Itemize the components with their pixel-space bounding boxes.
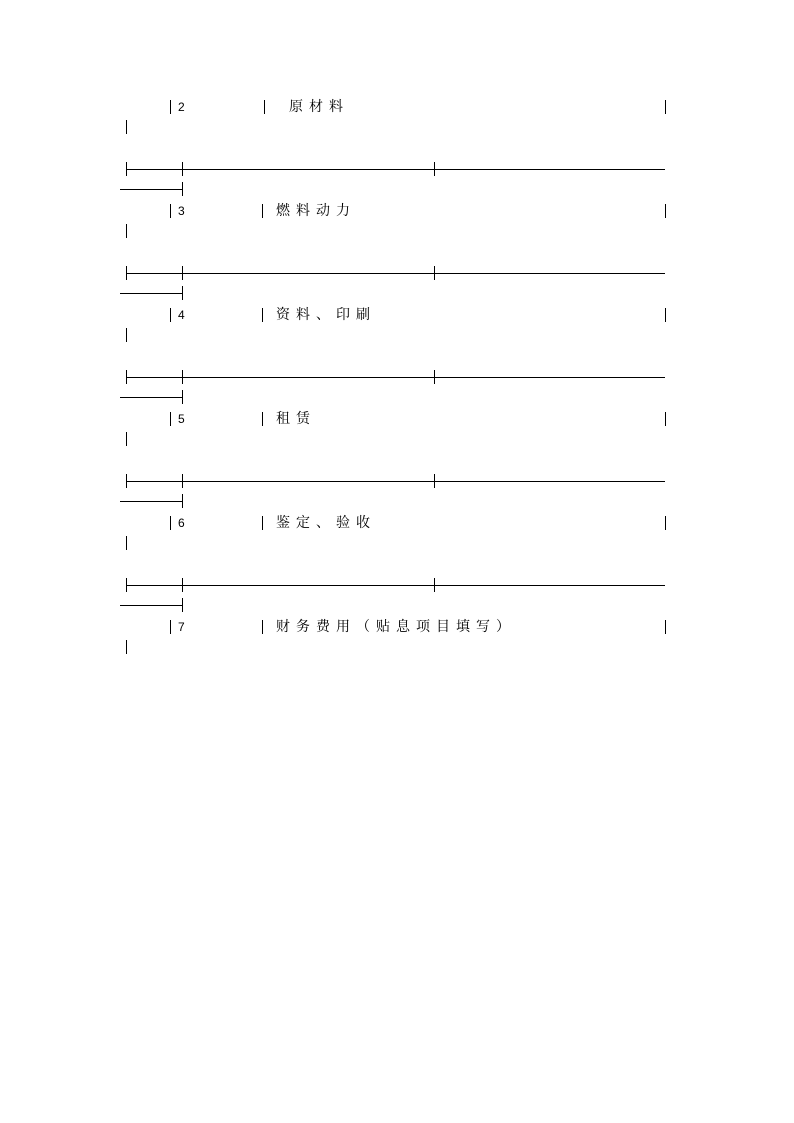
row-wrap-border bbox=[126, 536, 127, 550]
row-right-border bbox=[665, 204, 666, 218]
divider-wrap-line bbox=[120, 605, 182, 606]
divider-line bbox=[127, 273, 665, 274]
column-separator bbox=[262, 412, 263, 426]
row-label: 鉴定、验收 bbox=[276, 515, 376, 531]
row-wrap-border bbox=[126, 640, 127, 654]
divider-wrap-end bbox=[182, 286, 183, 300]
divider-wrap-end bbox=[182, 494, 183, 508]
row-label: 原材料 bbox=[289, 99, 349, 115]
row-wrap-border bbox=[126, 432, 127, 446]
column-separator bbox=[262, 516, 263, 530]
row-number: 2 bbox=[178, 100, 185, 114]
divider-wrap-line bbox=[120, 293, 182, 294]
divider-wrap-end bbox=[182, 598, 183, 612]
row-left-border bbox=[170, 308, 171, 322]
divider-cross bbox=[182, 474, 183, 488]
column-separator bbox=[264, 100, 265, 114]
divider-cross bbox=[434, 578, 435, 592]
divider-cross bbox=[434, 370, 435, 384]
divider-line bbox=[127, 169, 665, 170]
row-number: 6 bbox=[178, 516, 185, 530]
divider-cross bbox=[434, 162, 435, 176]
row-number: 5 bbox=[178, 412, 185, 426]
row-left-border bbox=[170, 204, 171, 218]
row-number: 4 bbox=[178, 308, 185, 322]
divider-cross bbox=[182, 162, 183, 176]
divider-cross bbox=[182, 370, 183, 384]
row-wrap-border bbox=[126, 224, 127, 238]
row-right-border bbox=[665, 620, 666, 634]
row-number: 3 bbox=[178, 204, 185, 218]
row-number: 7 bbox=[178, 620, 185, 634]
row-right-border bbox=[665, 308, 666, 322]
divider-line bbox=[127, 377, 665, 378]
row-right-border bbox=[665, 516, 666, 530]
row-right-border bbox=[665, 412, 666, 426]
column-separator bbox=[262, 204, 263, 218]
row-left-border bbox=[170, 516, 171, 530]
row-wrap-border bbox=[126, 120, 127, 134]
row-left-border bbox=[170, 100, 171, 114]
divider-cross bbox=[182, 266, 183, 280]
divider-wrap-line bbox=[120, 189, 182, 190]
divider-line bbox=[127, 481, 665, 482]
row-label: 燃料动力 bbox=[276, 203, 356, 219]
divider-wrap-line bbox=[120, 397, 182, 398]
row-right-border bbox=[665, 100, 666, 114]
row-left-border bbox=[170, 412, 171, 426]
divider-wrap-end bbox=[182, 182, 183, 196]
row-label: 资料、印刷 bbox=[276, 307, 376, 323]
divider-cross bbox=[434, 474, 435, 488]
divider-line bbox=[127, 585, 665, 586]
row-left-border bbox=[170, 620, 171, 634]
divider-wrap-line bbox=[120, 501, 182, 502]
column-separator bbox=[262, 620, 263, 634]
divider-wrap-end bbox=[182, 390, 183, 404]
row-wrap-border bbox=[126, 328, 127, 342]
divider-cross bbox=[182, 578, 183, 592]
row-label: 财务费用（贴息项目填写） bbox=[276, 619, 516, 635]
row-label: 租赁 bbox=[276, 411, 316, 427]
column-separator bbox=[262, 308, 263, 322]
divider-cross bbox=[434, 266, 435, 280]
